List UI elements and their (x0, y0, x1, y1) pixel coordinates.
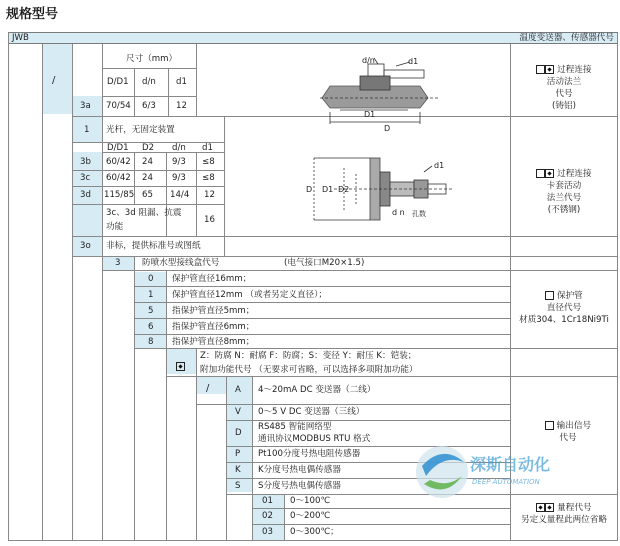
line (196, 348, 197, 541)
header-right-label: 温度变送器、传感器代号 (519, 33, 614, 43)
line (42, 44, 43, 541)
line (284, 494, 285, 541)
d2-d1-label: d1 (434, 161, 445, 170)
code-3a: 3a (80, 101, 91, 111)
range-text-02: 0～200℃ (290, 511, 331, 521)
line (134, 68, 135, 116)
code-3o: 3o (80, 241, 91, 251)
line (252, 524, 510, 525)
junction-code: 3 (115, 258, 121, 268)
line (102, 270, 618, 271)
note-protect-l1: 保护管 (556, 291, 583, 301)
note-protect-l2: 直径代号 (546, 303, 582, 313)
d1-D1-label: D1 (364, 110, 376, 119)
code-box-filled-icon (545, 169, 554, 178)
range-code-01: 01 (262, 496, 273, 506)
output-text-P: Pt100分度号热电阻传感器 (258, 449, 361, 459)
range-code-02: 02 (262, 511, 273, 521)
line (8, 32, 9, 541)
flange-diagram-2 (304, 150, 464, 236)
protect-text-3: 指保护管直径6mm； (172, 322, 255, 332)
protect-text-1: 保护管直径12mm （或者另定义直径）； (172, 290, 328, 300)
line (196, 404, 510, 405)
protect-text-0: 保护管直径16mm； (172, 274, 252, 284)
note-output-l1: 输出信号 (556, 421, 592, 431)
addon-line2: 附加功能代号 （无要求可省略，可以选择多项附加功能） (200, 365, 418, 375)
val-3c-0: 60/42 (106, 173, 131, 183)
protect-code-4: 8 (148, 337, 154, 347)
line (8, 540, 618, 541)
line (102, 96, 196, 97)
d2-D1-label: D1 (322, 185, 334, 194)
line (166, 152, 167, 236)
line (72, 44, 73, 541)
line (168, 68, 169, 116)
val-3c-2: 9/3 (172, 173, 186, 183)
col2-D2: D2 (142, 143, 155, 153)
range-text-03: 0～300℃； (290, 527, 339, 537)
addon-line1: Z：防腐 N：耐腐 F：防腐；S：变径 Y：耐压 K：铠装； (200, 351, 417, 361)
code-3b: 3b (80, 157, 91, 167)
watermark-logo (412, 436, 612, 516)
d1-d1-label: d1 (408, 57, 419, 66)
line (134, 286, 510, 287)
flange-diagram-1 (300, 54, 460, 134)
line (196, 152, 197, 236)
output-code-A: A (235, 385, 241, 395)
model-code: JWB (12, 33, 29, 43)
val-3c-3: ≤8 (202, 173, 215, 183)
note-flange1-l2: 活动法兰 (546, 77, 582, 87)
code-3d: 3d (80, 190, 91, 200)
code-box-icon (536, 169, 545, 178)
col2-dn: d/n (172, 143, 186, 153)
line (72, 186, 224, 187)
col2-d1: d1 (202, 143, 213, 153)
note-flange1 (512, 64, 616, 112)
col-dn: d/n (142, 77, 156, 87)
note-protect-l3: 材质304、1Cr18Ni9Ti (519, 315, 609, 325)
line (166, 270, 167, 541)
output-code-D: D (235, 428, 242, 438)
d2-holes-label: 孔数 (412, 210, 426, 218)
line (134, 334, 510, 335)
code-3c: 3c (80, 173, 91, 183)
output-text-D: RS485 智能网络型 (258, 422, 332, 432)
range-code-03: 03 (262, 527, 273, 537)
d2-dn-label: d n (392, 208, 405, 217)
val-3c-1: 24 (142, 173, 153, 183)
output-text-D2: 通讯协议MODBUS RTU 格式 (258, 434, 371, 444)
val-3b-1: 24 (142, 157, 153, 167)
note-flange1-l1: 过程连接 (557, 65, 592, 75)
protect-code-0: 0 (148, 274, 154, 284)
line (226, 376, 227, 541)
note-flange2-l1: 过程连接 (557, 169, 592, 179)
watermark-sub: DEEP AUTOMATION (472, 478, 540, 486)
line (134, 348, 618, 349)
line (617, 32, 618, 541)
line (102, 44, 103, 541)
note-range-l2: 另定义量程此两位省略 (521, 515, 607, 525)
line (224, 116, 225, 256)
line (166, 376, 618, 377)
watermark-text: 深斯自动化 (470, 455, 551, 474)
code-box-icon (536, 65, 545, 74)
note-flange1-l4: (铸铝) (552, 101, 576, 111)
output-slash-bg (196, 376, 226, 394)
col-DD1: D/D1 (107, 77, 129, 87)
output-text-K: K分度号热电偶传感器 (258, 465, 341, 475)
output-text-A: 4～20mA DC 变送器（二线） (258, 385, 376, 395)
col-d1: d1 (176, 77, 187, 87)
val-3a-dn: 6/3 (142, 101, 156, 111)
val-3d-0: 115/85 (104, 190, 135, 200)
note-flange2-l3: 法兰代号 (546, 193, 582, 203)
output-code-K: K (235, 465, 241, 475)
output-code-V: V (235, 407, 241, 417)
line (72, 204, 224, 205)
code-box-icon (545, 421, 554, 430)
val-3d-3: 12 (204, 190, 215, 200)
junction-text: 防喷水型接线盒代号 (142, 258, 220, 268)
code-box-icon (545, 291, 554, 300)
code-1: 1 (84, 125, 90, 135)
col2-DD1: D/D1 (107, 143, 129, 153)
note-flange2 (512, 168, 616, 216)
note-output-l2: 代号 (559, 433, 577, 443)
line (102, 68, 196, 69)
protect-code-1: 1 (148, 290, 154, 300)
val-3d-2: 14/4 (170, 190, 190, 200)
text-3e-l1: 3c、3d 阻漏、抗震 (106, 208, 182, 218)
junction-extra: (电气接口M20×1.5) (284, 258, 365, 268)
text-3o: 非标，提供标准号或图纸 (106, 241, 201, 251)
protect-text-2: 指保护管直径5mm； (172, 306, 255, 316)
line (72, 236, 618, 237)
line (134, 302, 510, 303)
val-3d-1: 65 (142, 190, 153, 200)
output-slash: / (206, 383, 210, 394)
text-1: 光杆，无固定装置 (106, 125, 175, 135)
line (134, 318, 510, 319)
line (134, 256, 135, 541)
note-flange1-l3: 代号 (555, 89, 573, 99)
line (196, 44, 197, 116)
output-text-V: 0～5 V DC 变送器（三线） (258, 407, 365, 417)
size-caption: 尺寸（mm） (126, 54, 178, 64)
note-range-l1: 量程代号 (557, 503, 592, 513)
val-3b-3: ≤8 (202, 157, 215, 167)
line (226, 420, 510, 421)
text-3e-l2: 功能 (106, 222, 124, 232)
val-3e: 16 (204, 215, 215, 225)
note-flange2-l4: (不锈钢) (547, 205, 581, 215)
code-box-filled-icon (545, 65, 554, 74)
d1-D-label: D (384, 124, 391, 133)
val-3a-d1: 12 (176, 101, 187, 111)
val-3b-0: 60/42 (106, 157, 131, 167)
line (72, 170, 224, 171)
val-3a-DD1: 70/54 (106, 101, 131, 111)
output-code-P: P (235, 449, 241, 459)
slash-cell-bg (42, 44, 72, 114)
line (72, 256, 618, 257)
protect-code-2: 5 (148, 306, 154, 316)
protect-code-3: 6 (148, 322, 154, 332)
line (252, 376, 253, 541)
note-protect (512, 290, 616, 326)
range-text-01: 0～100℃ (290, 496, 331, 506)
page-title: 规格型号 (6, 7, 59, 22)
slash-symbol: / (52, 75, 56, 86)
d1-dn-label: d/n (362, 56, 375, 65)
d2-D2-label: D2 (338, 185, 350, 194)
output-text-S: S分度号热电偶传感器 (258, 481, 341, 491)
val-3b-2: 9/3 (172, 157, 186, 167)
d2-D-label: D (306, 185, 313, 194)
note-flange2-l2: 卡套活动 (546, 181, 582, 191)
output-code-S: S (235, 481, 241, 491)
addon-code-icon (176, 356, 185, 375)
protect-text-4: 指保护管直径8mm； (172, 337, 255, 347)
